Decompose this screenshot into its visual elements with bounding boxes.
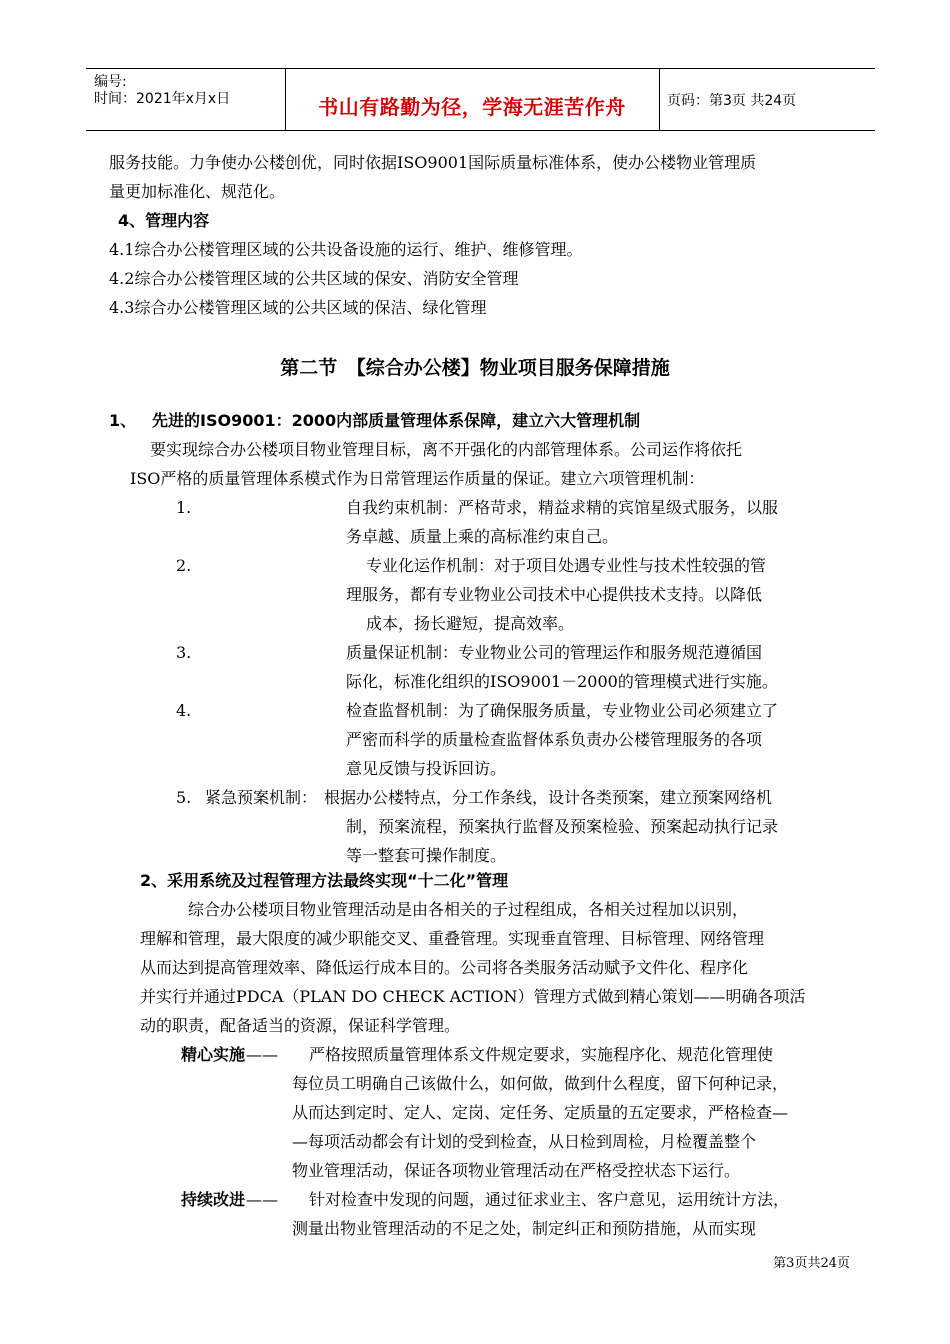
mechanism-line: 根据办公楼特点，分工作条线，设计各类预案，建立预案网络机 [324,788,773,807]
mechanism-number: 1. [176,498,192,517]
item-heading: 2、采用系统及过程管理方法最终实现“十二化”管理 [140,871,509,890]
header-slogan-cell [285,69,660,130]
paragraph-line: 动的职责，配备适当的资源，保证科学管理。 [140,1016,461,1035]
paragraph-line: 并实行并通过PDCA（PLAN DO CHECK ACTION）管理方式做到精心策划——明确各项活 [140,987,806,1006]
mechanism-number: 5. [176,788,192,807]
item-number: 1、 [109,411,137,430]
list-item: 4.2综合办公楼管理区域的公共区域的保安、消防安全管理 [109,269,519,288]
impl-dash: —— [246,1045,278,1064]
mechanism-line: 成本，扬长避短，提高效率。 [366,614,575,633]
impl-line: 每位员工明确自己该做什么，如何做，做到什么程度，留下何种记录， [292,1074,789,1093]
mechanism-line: 自我约束机制：严格苛求，精益求精的宾馆星级式服务，以服 [346,498,779,517]
mechanism-line: 际化，标准化组织的ISO9001－2000的管理模式进行实施。 [346,672,778,691]
slogan: 书山有路勤为径，学海无涯苦作舟 [318,95,626,119]
page-header [86,68,875,131]
paragraph-line: 理解和管理，最大限度的减少职能交叉、重叠管理。实现垂直管理、目标管理、网络管理 [140,929,765,948]
impl-label: 精心实施 [181,1045,246,1064]
paragraph-line: 要实现综合办公楼项目物业管理目标，离不开强化的内部管理体系。公司运作将依托 [150,440,743,459]
list-item: 4.3综合办公楼管理区域的公共区域的保洁、绿化管理 [109,298,487,317]
impl-line: 从而达到定时、定人、定岗、定任务、定质量的五定要求，严格检查— [292,1103,789,1122]
item-heading: 先进的ISO9001：2000内部质量管理体系保障，建立六大管理机制 [152,411,641,430]
page-code: 页码：第3页 共24页 [667,93,797,109]
improve-line: 测量出物业管理活动的不足之处，制定纠正和预防措施，从而实现 [292,1219,757,1238]
mechanism-line: 等一整套可操作制度。 [346,846,507,865]
mechanism-line: 务卓越、质量上乘的高标准约束自己。 [346,527,619,546]
mechanism-line: 严密而科学的质量检查监督体系负责办公楼管理服务的各项 [346,730,763,749]
list-item: 4.1综合办公楼管理区域的公共设备设施的运行、维护、维修管理。 [109,240,583,259]
mechanism-line: 检查监督机制：为了确保服务质量，专业物业公司必须建立了 [346,701,779,720]
header-page-cell [659,69,875,130]
header-left-cell [86,69,286,130]
paragraph-line: 从而达到提高管理效率、降低运行成本目的。公司将各类服务活动赋予文件化、程序化 [140,958,749,977]
section-heading: 4、管理内容 [118,211,210,230]
section-title: 第二节 【综合办公楼】物业项目服务保障措施 [280,357,670,379]
paragraph-line: 综合办公楼项目物业管理活动是由各相关的子过程组成，各相关过程加以识别， [188,900,749,919]
mechanism-line: 制，预案流程，预案执行监督及预案检验、预案起动执行记录 [346,817,779,836]
impl-line: —每项活动都会有计划的受到检查，从日检到周检，月检覆盖整个 [292,1132,757,1151]
page-footer: 第3页共24页 [773,1256,850,1271]
mechanism-line: 理服务，都有专业物业公司技术中心提供技术支持。以降低 [346,585,763,604]
mechanism-prefix: 紧急预案机制： [205,788,318,807]
improve-label: 持续改进 [181,1190,246,1209]
mechanism-number: 2. [176,556,192,575]
mechanism-number: 3. [176,643,192,662]
improve-dash: —— [246,1190,278,1209]
paragraph-line: ISO严格的质量管理体系模式作为日常管理运作质量的保证。建立六项管理机制： [130,469,705,488]
mechanism-line: 意见反馈与投诉回访。 [346,759,507,778]
paragraph-line: 服务技能。力争使办公楼创优，同时依据ISO9001国际质量标准体系，使办公楼物业管理质 [109,153,757,172]
time-label: 时间：2021年x月x日 [94,91,231,107]
number-label: 编号: [94,74,127,90]
impl-line: 物业管理活动，保证各项物业管理活动在严格受控状态下运行。 [292,1161,741,1180]
impl-line: 严格按照质量管理体系文件规定要求，实施程序化、规范化管理使 [309,1045,774,1064]
improve-line: 针对检查中发现的问题，通过征求业主、客户意见，运用统计方法， [309,1190,790,1209]
mechanism-line: 专业化运作机制：对于项目处遇专业性与技术性较强的管 [366,556,767,575]
paragraph-line: 量更加标准化、规范化。 [109,182,286,201]
mechanism-line: 质量保证机制：专业物业公司的管理运作和服务规范遵循国 [346,643,763,662]
mechanism-number: 4. [176,701,192,720]
